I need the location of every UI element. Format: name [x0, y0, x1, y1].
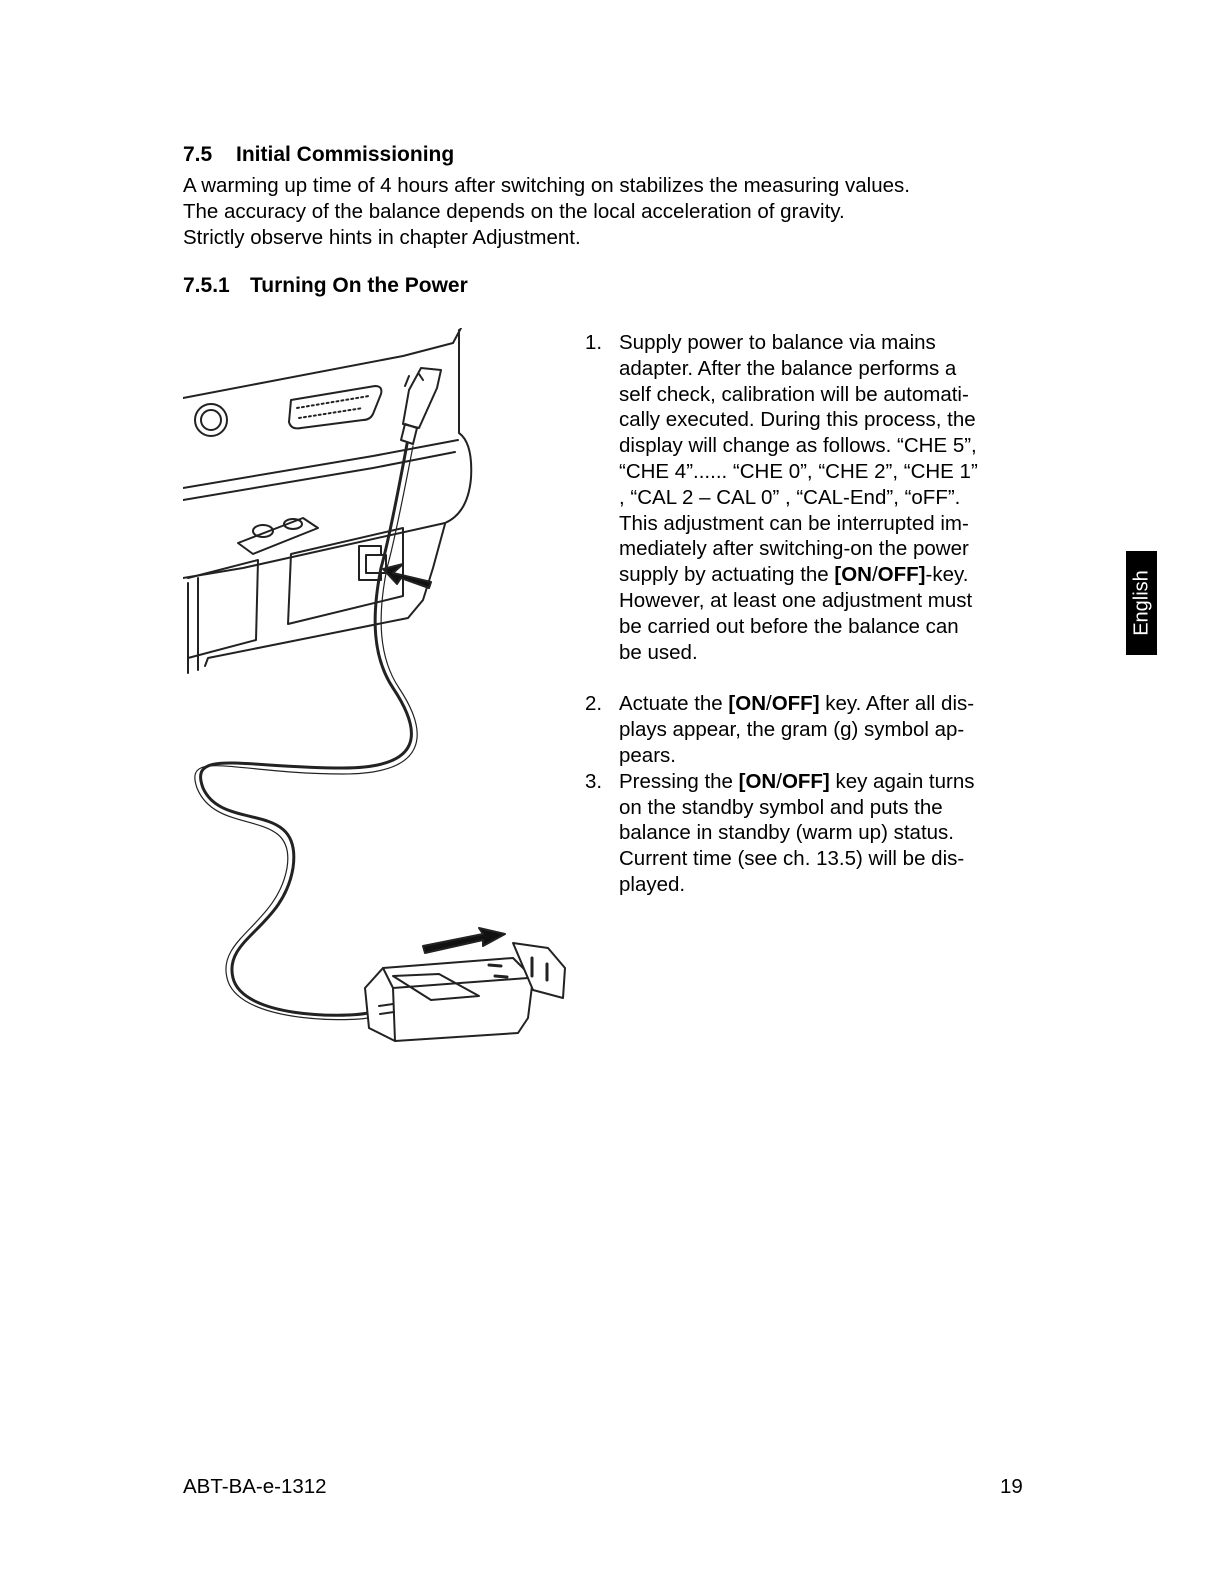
section-number: 7.5	[183, 143, 213, 166]
insert-arrow	[383, 564, 431, 588]
section-heading	[183, 142, 454, 168]
steps-list	[585, 330, 1025, 898]
on-off-key: OFF]	[781, 769, 830, 793]
step-number: 3.	[585, 769, 603, 793]
step-text: supply by actuating the	[619, 563, 835, 587]
key-slash: /	[871, 563, 878, 587]
footer-page-number: 19	[1000, 1475, 1023, 1498]
step-text-line: be used.	[619, 640, 698, 664]
key-on: ON	[841, 563, 872, 587]
balance-rear-panel-outline	[183, 330, 471, 578]
din-socket	[195, 404, 227, 436]
balance-side-edge	[188, 578, 198, 673]
step-text-line: mediately after switching-on the power	[619, 537, 969, 561]
din-socket-inner	[201, 410, 221, 430]
step-item	[585, 769, 1025, 898]
step-text: Actuate the	[619, 692, 729, 716]
step-text-line: self check, calibration will be automati-	[619, 382, 969, 406]
balance-panel-groove	[183, 440, 458, 488]
key-bracket: ]	[918, 563, 926, 587]
step-text: Pressing the	[619, 769, 739, 793]
step-text-line	[619, 691, 1025, 717]
step-text-line: played.	[619, 872, 686, 896]
step-item	[585, 330, 1025, 665]
subsection-title: Turning On the Power	[250, 274, 468, 297]
on-off-key: OFF]	[771, 692, 820, 716]
step-text-line: balance in standby (warm up) status.	[619, 821, 954, 845]
section-title: Initial Commissioning	[236, 143, 455, 166]
step-text-line: cally executed. During this process, the	[619, 408, 976, 432]
step-text-line	[619, 562, 1025, 588]
balance-panel-groove	[183, 452, 455, 500]
language-tab-label: English	[1130, 570, 1152, 636]
serial-port-pins	[297, 396, 369, 418]
step-text-line	[619, 769, 1025, 795]
key-bracket: [	[834, 563, 842, 587]
step-text-line: , “CAL 2 – CAL 0” , “CAL-End”, “oFF”.	[619, 485, 961, 509]
step-text-line: display will change as follows. “CHE 5”,	[619, 434, 977, 458]
subsection-number: 7.5.1	[183, 274, 230, 297]
key-slash: /	[776, 769, 782, 793]
on-off-key	[878, 563, 926, 586]
step-text: key again turns	[829, 769, 975, 793]
language-tab	[1126, 551, 1157, 655]
power-connection-illustration	[183, 328, 578, 1048]
step-text-line: on the standby symbol and puts the	[619, 795, 943, 819]
step-text-line: plays appear, the gram (g) symbol ap-	[619, 718, 965, 742]
subsection-heading	[183, 273, 468, 299]
step-item	[585, 691, 1025, 768]
step-text-line: “CHE 4”...... “CHE 0”, “CHE 2”, “CHE 1”	[619, 459, 978, 483]
key-off: OFF	[877, 563, 919, 587]
step-number: 1.	[585, 331, 603, 354]
step-text-line: Current time (see ch. 13.5) will be dis-	[619, 847, 965, 871]
footer-doc-id: ABT-BA-e-1312	[183, 1475, 327, 1498]
intro-line: Strictly observe hints in chapter Adjustment.	[183, 226, 581, 249]
plug-in-arrow	[423, 928, 505, 953]
key-slash: /	[766, 692, 772, 716]
step-text-line: This adjustment can be interrupted im-	[619, 511, 969, 535]
intro-line: The accuracy of the balance depends on the local acceleration of gravity.	[183, 200, 845, 223]
step-text: -key.	[925, 563, 969, 587]
step-text-line: Supply power to balance via mains	[619, 331, 936, 354]
screw-plate	[238, 518, 318, 554]
step-text: key. After all dis-	[819, 692, 975, 716]
intro-paragraph	[183, 173, 1063, 251]
step-text-line: However, at least one adjustment must	[619, 588, 973, 612]
top-plug-collar	[401, 424, 417, 444]
on-off-key: [ON	[738, 769, 777, 793]
power-cable	[201, 444, 412, 1015]
on-off-key	[834, 563, 872, 586]
step-text-line: pears.	[619, 743, 676, 767]
on-off-key: [ON	[728, 692, 766, 716]
step-number: 2.	[585, 692, 603, 716]
step-text-line: be carried out before the balance can	[619, 614, 959, 638]
step-text-line: adapter. After the balance performs a	[619, 356, 957, 380]
intro-line: A warming up time of 4 hours after switching on stabilizes the measuring values.	[183, 174, 910, 197]
